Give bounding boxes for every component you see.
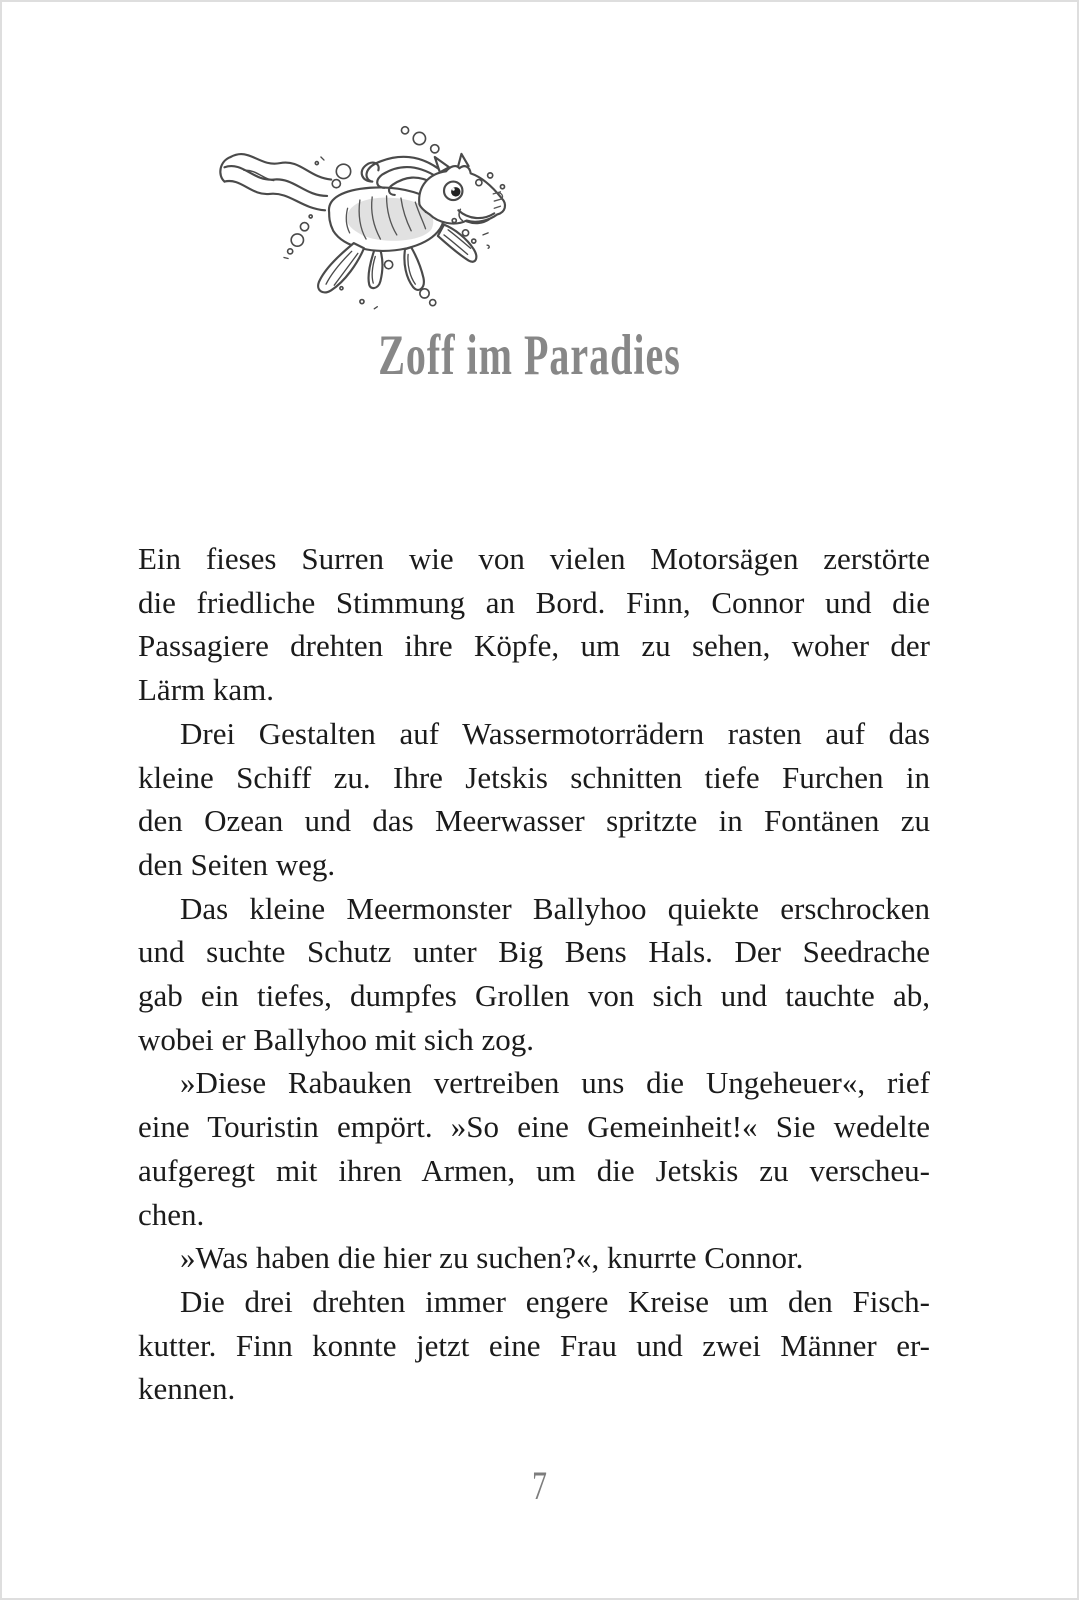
page-number-row bbox=[0, 1452, 1079, 1510]
text-line: wobei er Ballyhoo mit sich zog. bbox=[138, 1021, 535, 1057]
text-line: Passagiere drehten ihre Köpfe, um zu sehen, woher der bbox=[138, 628, 930, 664]
text-line: aufgeregt mit ihren Armen, um die Jetskis zu verscheu- bbox=[138, 1152, 930, 1188]
text-block bbox=[138, 537, 930, 1411]
text-line: kennen. bbox=[138, 1371, 236, 1407]
text-line: »Diese Rabauken vertreiben uns die Ungeheuer«, rief bbox=[180, 1065, 930, 1101]
text-line: den Seiten weg. bbox=[138, 846, 336, 882]
paragraph bbox=[138, 537, 930, 712]
text-line: Drei Gestalten auf Wassermotorrädern rasten auf das bbox=[180, 715, 930, 751]
paragraph bbox=[138, 712, 930, 887]
chapter-title: Zoff im Paradies bbox=[378, 322, 681, 387]
text-line: die friedliche Stimmung an Bord. Finn, Connor und die bbox=[138, 584, 930, 620]
text-line: und suchte Schutz unter Big Bens Hals. Der Seedrache bbox=[138, 934, 930, 970]
text-line: »Was haben die hier zu suchen?«, knurrte Connor. bbox=[180, 1240, 804, 1276]
paragraph bbox=[138, 887, 930, 1062]
chapter-title-row bbox=[0, 300, 1059, 388]
sea-monster-illustration bbox=[210, 118, 518, 318]
text-line: chen. bbox=[138, 1196, 205, 1232]
paragraph bbox=[138, 1280, 930, 1411]
paragraph bbox=[138, 1061, 930, 1236]
text-line: Lärm kam. bbox=[138, 672, 275, 708]
text-line: Die drei drehten immer engere Kreise um den Fisch- bbox=[180, 1283, 930, 1319]
text-line: kutter. Finn konnte jetzt eine Frau und zwei Männer er- bbox=[138, 1327, 930, 1363]
text-line: eine Touristin empört. »So eine Gemeinheit!« Sie wedelte bbox=[138, 1109, 930, 1145]
text-line: kleine Schiff zu. Ihre Jetskis schnitten tiefe Furchen in bbox=[138, 759, 930, 795]
text-line: Das kleine Meermonster Ballyhoo quiekte erschrocken bbox=[180, 890, 930, 926]
page-number: 7 bbox=[532, 1464, 547, 1509]
text-line: Ein fieses Surren wie von vielen Motorsägen zerstörte bbox=[138, 541, 930, 576]
text-line: den Ozean und das Meerwasser spritzte in Fontänen zu bbox=[138, 803, 930, 839]
text-line: gab ein tiefes, dumpfes Grollen von sich und tauchte ab, bbox=[138, 978, 930, 1014]
paragraph bbox=[138, 1236, 930, 1280]
